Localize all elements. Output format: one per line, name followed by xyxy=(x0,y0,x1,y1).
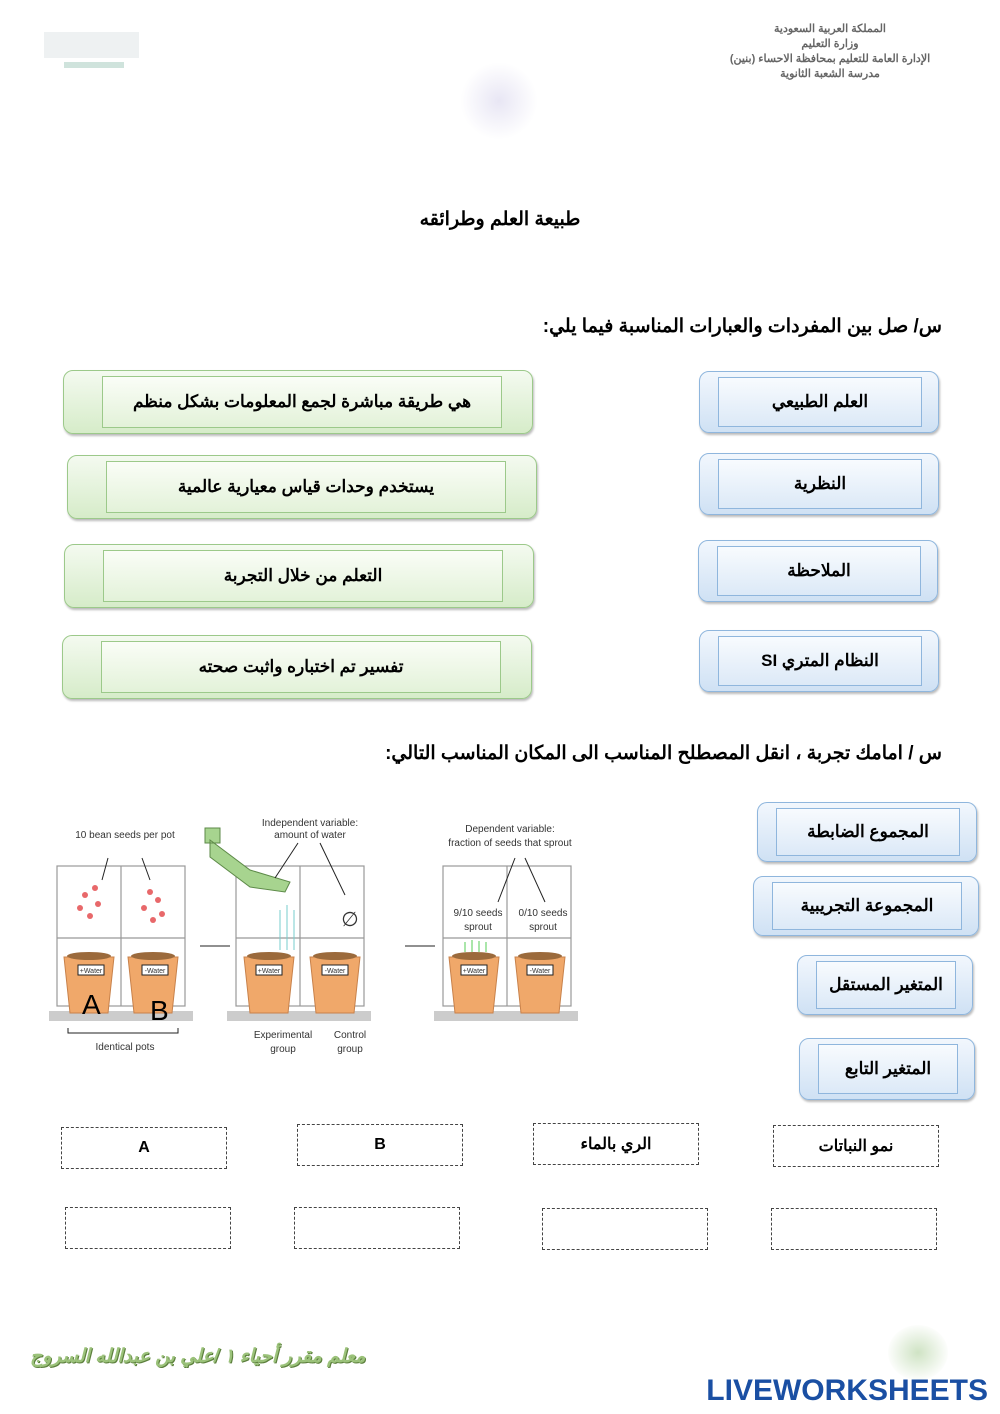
pot-label: -Water xyxy=(324,968,346,975)
school-logo xyxy=(460,62,538,140)
definition-card[interactable] xyxy=(63,370,533,434)
pot-label: -Water xyxy=(144,968,166,975)
pot-b-label: B xyxy=(150,995,169,1026)
drop-zone[interactable] xyxy=(65,1207,231,1249)
definition-text: يستخدم وحدات قياس معيارية عالمية xyxy=(106,461,506,513)
iv-label: amount of water xyxy=(274,830,346,841)
target-label: B xyxy=(297,1124,463,1166)
vision-logo-graphic xyxy=(44,26,139,74)
group-label: group xyxy=(337,1044,363,1055)
header-line: الإدارة العامة للتعليم بمحافظة الاحساء (بنين) xyxy=(729,53,931,65)
term-text: النظام المتري SI xyxy=(718,636,922,686)
group-label: Experimental xyxy=(253,1030,313,1041)
pot-label: +Water xyxy=(462,968,486,975)
seeds-label: 10 bean seeds per pot xyxy=(75,830,175,841)
iv-label: Independent variable: xyxy=(261,818,359,829)
header-line: مدرسة الشعبة الثانوية xyxy=(780,68,880,80)
drop-zone[interactable] xyxy=(771,1208,937,1250)
target-label: الري بالماء xyxy=(533,1123,699,1165)
term-text: المجموعة التجريبية xyxy=(772,882,962,930)
term-text: المجموع الضابطة xyxy=(776,808,960,856)
drop-zone[interactable] xyxy=(542,1208,708,1250)
question-2-prompt: س / امامك تجربة ، انقل المصطلح المناسب الى المكان المناسب التالي: xyxy=(385,743,942,764)
target-label: نمو النباتات xyxy=(773,1125,939,1167)
term-text: النظرية xyxy=(718,459,922,509)
vision-2030-logo xyxy=(44,26,139,74)
definition-card[interactable] xyxy=(67,455,537,519)
term-text: المتغير التابع xyxy=(818,1044,958,1094)
definition-card[interactable] xyxy=(62,635,532,699)
pot-a-label: A xyxy=(82,989,101,1020)
term-card[interactable] xyxy=(699,453,939,515)
sprout-label: 0/10 seeds xyxy=(518,908,568,919)
target-label: A xyxy=(61,1127,227,1169)
dv-label: fraction of seeds that sprout xyxy=(448,838,572,849)
group-label: Control xyxy=(333,1030,367,1041)
term-text: الملاحظة xyxy=(717,546,921,596)
none-symbol: ∅ xyxy=(341,909,359,931)
experiment-diagram xyxy=(40,800,600,1070)
question-1-prompt: س/ صل بين المفردات والعبارات المناسبة فيما يلي: xyxy=(542,316,942,337)
header-block xyxy=(700,22,960,82)
group-label: group xyxy=(270,1044,296,1055)
sprout-label: sprout xyxy=(464,922,492,933)
pot-label: +Water xyxy=(257,968,281,975)
sprout-label: sprout xyxy=(529,922,557,933)
draggable-term[interactable] xyxy=(753,876,979,936)
term-card[interactable] xyxy=(699,630,939,692)
sprout-label: 9/10 seeds xyxy=(453,908,503,919)
definition-text: التعلم من خلال التجربة xyxy=(103,550,503,602)
definition-card[interactable] xyxy=(64,544,534,608)
term-text: المتغير المستقل xyxy=(816,961,956,1009)
page-title: طبيعة العلم وطرائقه xyxy=(419,209,581,230)
draggable-term[interactable] xyxy=(757,802,977,862)
emblem-icon xyxy=(888,1325,948,1380)
identical-label: Identical pots xyxy=(95,1042,155,1053)
term-card[interactable] xyxy=(699,371,939,433)
liveworksheets-logo[interactable]: LIVEWORKSHEETS xyxy=(706,1374,988,1407)
pot-label: +Water xyxy=(79,968,103,975)
term-text: العلم الطبيعي xyxy=(718,377,922,427)
draggable-term[interactable] xyxy=(799,1038,975,1100)
definition-text: تفسير تم اختباره واثبت صحته xyxy=(101,641,501,693)
drop-zone[interactable] xyxy=(294,1207,460,1249)
teacher-signature: معلم مقرر أحياء ١ /علي بن عبدالله السروج xyxy=(30,1346,366,1367)
term-card[interactable] xyxy=(698,540,938,602)
header-line: المملكة العربية السعودية xyxy=(774,23,886,35)
header-line: وزارة التعليم xyxy=(801,38,859,50)
pot-label: -Water xyxy=(529,968,551,975)
dv-label: Dependent variable: xyxy=(465,824,555,835)
definition-text: هي طريقة مباشرة لجمع المعلومات بشكل منظم xyxy=(102,376,502,428)
draggable-term[interactable] xyxy=(797,955,973,1015)
